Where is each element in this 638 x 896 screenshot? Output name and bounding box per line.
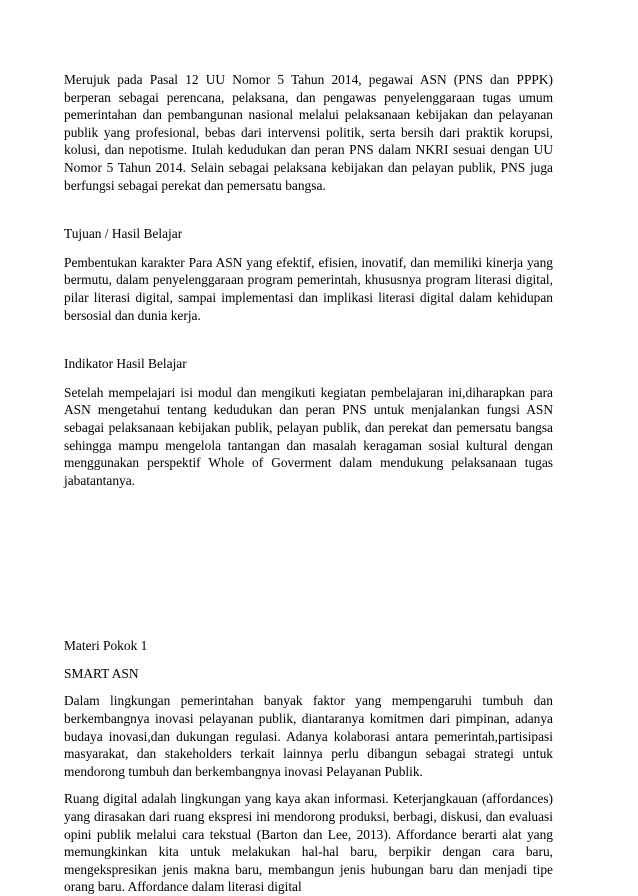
indikator-paragraph: Setelah mempelajari isi modul dan mengikuti kegiatan pembelajaran ini,diharapkan para ASN mengetahui tentang kedudukan dan peran PNS untuk menjalankan fungsi ASN sebagai pelaksanaan kebijakan publik, pelayan publik, dan perekat dan pemersatu bangsa sehingga mampu mengelola tantangan dan masalah keragaman sosial kultural dengan menggunakan perspektif Whole of Goverment dalam mendukung pelaksanaan tugas jabatantanya. xyxy=(64,384,553,488)
intro-paragraph: Merujuk pada Pasal 12 UU Nomor 5 Tahun 2014, pegawai ASN (PNS dan PPPK) berperan sebagai perencana, pelaksana, dan pengawas penyelenggaraan tugas umum pemerintahan dan pembangunan nasional melalui pelaksanaan kebijakan dan pelayanan publik yang profesional, bebas dari intervensi politik, serta bersih dari praktik korupsi, kolusi, dan nepotisme. Itulah kedudukan dan peran PNS dalam NKRI sesuai dengan UU Nomor 5 Tahun 2014. Selain sebagai pelaksana kebijakan dan pelayan publik, PNS juga berfungsi sebagai perekat dan pemersatu bangsa. xyxy=(64,72,553,193)
document-page xyxy=(64,71,553,896)
indikator-heading: Indikator Hasil Belajar xyxy=(64,356,187,372)
smart-asn-heading: SMART ASN xyxy=(64,665,139,681)
tujuan-heading: Tujuan / Hasil Belajar xyxy=(64,226,183,242)
materi-paragraph-2: Ruang digital adalah lingkungan yang kaya akan informasi. Keterjangkauan (affordances) yang dirasakan dari ruang ekspresi ini mendorong produksi, berbagi, diskusi, dan evaluasi opini publik melalui cara tekstual (Barton dan Lee, 2013). Affordance berarti alat yang memungkinkan kita untuk melakukan hal-hal baru, berpikir dengan cara baru, mengekspresikan jenis makna baru, membangun jenis hubungan baru dan menjadi tipe orang baru. Affordance dalam literasi digital xyxy=(64,791,553,895)
tujuan-paragraph: Pembentukan karakter Para ASN yang efektif, efisien, inovatif, dan memiliki kinerja yang bermutu, dalam penyelenggaraan program pemerintah, khususnya program literasi digital, pilar literasi digital, sampai implementasi dan implikasi literasi digital dalam kehidupan bersosial dan dunia kerja. xyxy=(64,254,553,323)
materi-heading: Materi Pokok 1 xyxy=(64,638,148,654)
materi-paragraph-1: Dalam lingkungan pemerintahan banyak faktor yang mempengaruhi tumbuh dan berkembangnya inovasi pelayanan publik, diantaranya komitmen dari pimpinan, adanya budaya inovasi,dan dukungan regulasi. Adanya kolaborasi antara pemerintah,partisipasi masyarakat, dan stakeholders terkait lainnya perlu dibangun sebagai strategi untuk mendorong tumbuh dan berkembangnya inovasi Pelayanan Publik. xyxy=(64,693,553,779)
